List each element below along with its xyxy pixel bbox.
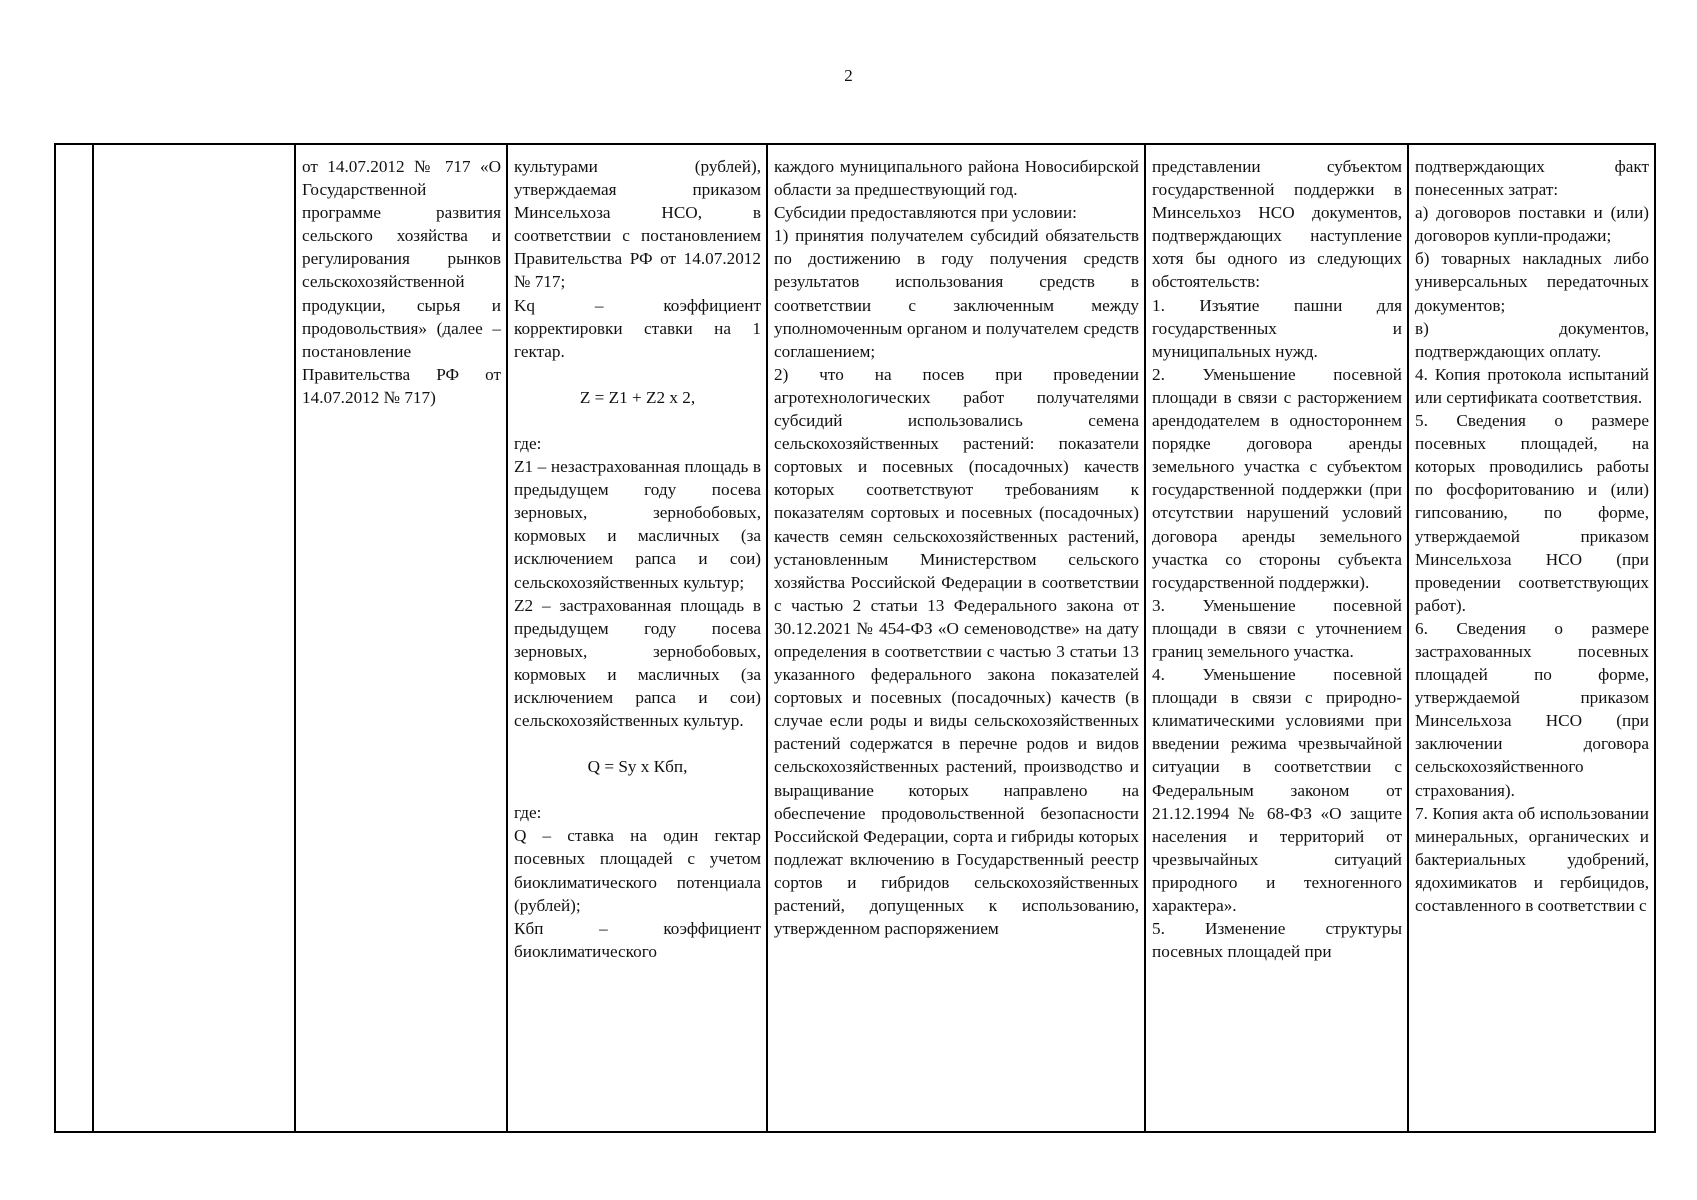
paragraph: подтверждающих факт понесенных затрат: — [1415, 157, 1649, 200]
cell-text — [1152, 155, 1402, 963]
paragraph: 6. Сведения о размере застрахованных посевных площадей по форме, утверждаемой приказом Минсельхоза НСО (при заключении договора сельскохозяйственного страхования). — [1415, 618, 1649, 800]
paragraph: 4. Копия протокола испытаний или сертификата соответствия. — [1415, 364, 1649, 407]
paragraph: где: — [514, 803, 542, 823]
paragraph: 7. Копия акта об использовании минеральных, органических и бактериальных удобрений, ядохимикатов и гербицидов, составленного в соответствии с — [1415, 803, 1649, 915]
paragraph: где: — [514, 433, 542, 453]
paragraph: в) документов, подтверждающих оплату. — [1415, 318, 1649, 361]
paragraph: от 14.07.2012 № 717 «О Государственной программе развития сельского хозяйства и регулирования рынков сельскохозяйственной продукции, сырья и продовольствия» (далее – постановление Правительства РФ от 14.07.2012 № 717) — [302, 157, 501, 407]
paragraph: Субсидии предоставляются при условии: — [774, 203, 1077, 223]
paragraph: представлении субъектом государственной поддержки в Минсельхоз НСО документов, подтверждающих наступление хотя бы одного из следующих обстоятельств: — [1152, 157, 1402, 292]
paragraph: Q – ставка на один гектар посевных площадей с учетом биоклиматического потенциала (рублей); — [514, 826, 761, 915]
paragraph: а) договоров поставки и (или) договоров купли-продажи; — [1415, 203, 1649, 246]
paragraph: 2. Уменьшение посевной площади в связи с расторжением арендодателем в одностороннем порядке договора аренды земельного участка с субъектом государственной поддержки (при отсутствии нарушений условий договора аренды земельного участка со стороны субъекта государственной поддержки). — [1152, 364, 1402, 592]
paragraph: 2) что на посев при проведении агротехнологических работ получателями субсидий использовались семена сельскохозяйственных растений: показатели сортовых и посевных (посадочных) качеств которых соответствуют требованиям к показателям сортовых и посевных (посадочных) качеств семян сельскохозяйственных растений, установленным Министерством сельского хозяйства Российской Федерации в соответствии с частью 2 статьи 13 Федерального закона от 30.12.2021 № 454-ФЗ «О семеноводстве» на дату определения в соответствии с частью 3 статьи 13 указанного федерального закона показателей сортовых и посевных (посадочных) качеств (в случае если роды и виды сельскохозяйственных растений содержатся в перечне родов и видов сельскохозяйственных растений, производство и выращивание которых направлено на обеспечение продовольственной безопасности Российской Федерации, сорта и гибриды которых подлежат включению в Государственный реестр сортов и гибридов сельскохозяйственных растений, допущенных к использованию, утвержденном распоряжением — [774, 364, 1139, 939]
paragraph: каждого муниципального района Новосибирской области за предшествующий год. — [774, 157, 1139, 200]
cell-text — [514, 155, 761, 963]
formula: Z = Z1 + Z2 x 2, — [579, 387, 696, 407]
formula: Q = Sy x Кбп, — [587, 757, 688, 777]
document-table — [54, 143, 1656, 1133]
cell-text — [302, 155, 501, 409]
paragraph: 5. Изменение структуры посевных площадей при — [1152, 919, 1402, 962]
paragraph: Kq – коэффициент корректировки ставки на 1 гектар. — [514, 295, 761, 361]
paragraph: Z2 – застрахованная площадь в предыдущем году посева зерновых, зернобобовых, кормовых и масличных (за исключением рапса и сои) сельскохозяйственных культур. — [514, 595, 761, 731]
paragraph: 1) принятия получателем субсидий обязательств по достижению в году получения средств результатов использования средств в соответствии с заключенным между уполномоченным органом и получателем средств соглашением; — [774, 226, 1139, 361]
cell-text — [774, 155, 1139, 940]
paragraph: б) товарных накладных либо универсальных передаточных документов; — [1415, 249, 1649, 315]
paragraph: Z1 – незастрахованная площадь в предыдущем году посева зерновых, зернобобовых, кормовых и масличных (за исключением рапса и сои) сельскохозяйственных культур; — [514, 457, 761, 592]
paragraph: 3. Уменьшение посевной площади в связи с уточнением границ земельного участка. — [1152, 595, 1402, 661]
table-cell-number — [55, 144, 93, 1132]
paragraph: культурами (рублей), утверждаемая приказом Минсельхоза НСО, в соответствии с постановлением Правительства РФ от 14.07.2012 № 717; — [514, 157, 761, 292]
paragraph: 1. Изъятие пашни для государственных и муниципальных нужд. — [1152, 295, 1402, 361]
table-cell-legal-basis — [295, 144, 507, 1132]
paragraph: 5. Сведения о размере посевных площадей, на которых проводились работы по фосфоритованию и (или) гипсованию, по форме, утверждаемой приказом Минсельхоза НСО (при проведении соответствующих работ). — [1415, 411, 1649, 615]
table-cell-conditions — [767, 144, 1145, 1132]
table-cell-rate-formula — [507, 144, 767, 1132]
paragraph: Кбп – коэффициент биоклиматического — [514, 918, 761, 961]
table-row — [55, 144, 1655, 1132]
table-cell-name — [93, 144, 295, 1132]
paragraph: 4. Уменьшение посевной площади в связи с природно-климатическими условиями при введении режима чрезвычайной ситуации в соответствии с Федеральным законом от 21.12.1994 № 68-ФЗ «О защите населения и территорий от чрезвычайных ситуаций природного и техногенного характера». — [1152, 665, 1402, 915]
table-cell-circumstances — [1145, 144, 1408, 1132]
table-cell-documents — [1408, 144, 1655, 1132]
cell-text — [1415, 155, 1649, 917]
page-number: 2 — [844, 66, 853, 85]
